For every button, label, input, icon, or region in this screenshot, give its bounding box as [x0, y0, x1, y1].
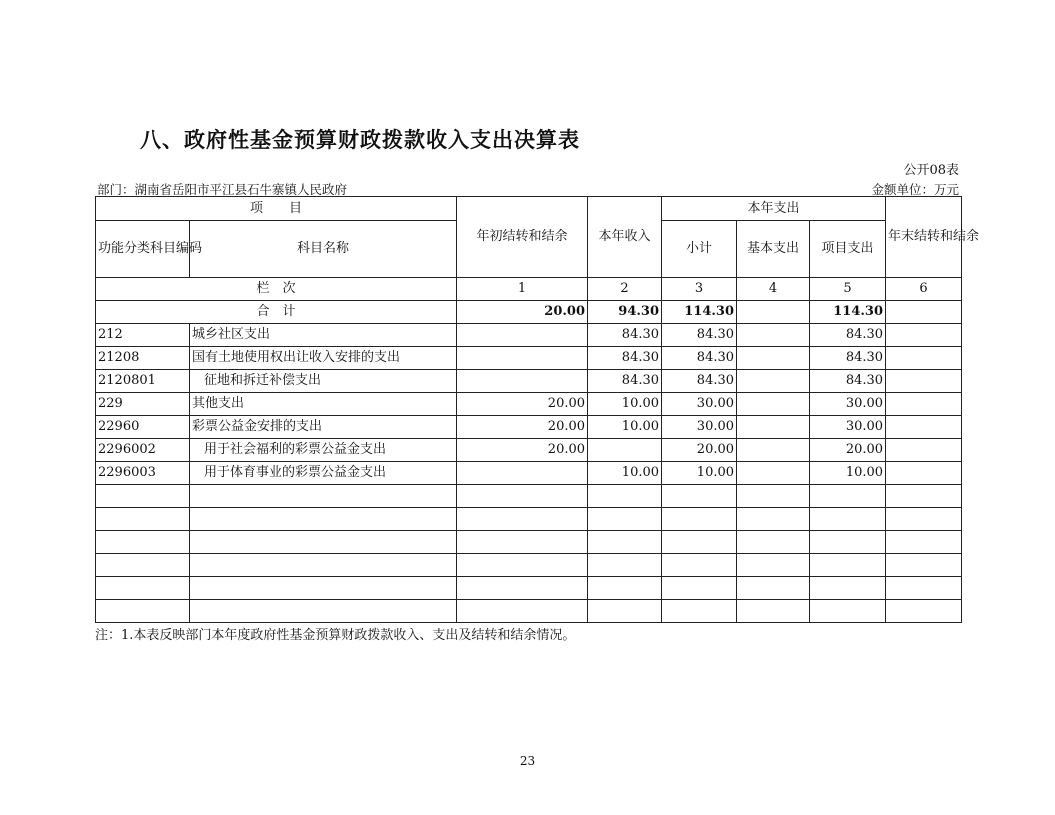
row-income: 10.00	[588, 416, 662, 439]
row-project: 20.00	[810, 439, 886, 462]
form-number: 公开08表	[903, 163, 959, 178]
table-row	[96, 439, 962, 462]
col-num-3: 3	[662, 278, 737, 301]
row-income	[588, 439, 662, 462]
row-begin	[457, 324, 588, 347]
row-end	[886, 324, 962, 347]
table-row	[96, 347, 962, 370]
header-basic: 基本支出	[737, 221, 810, 278]
row-end	[886, 370, 962, 393]
row-name: 其他支出	[190, 393, 457, 416]
empty-row	[96, 531, 962, 554]
col-num-6: 6	[886, 278, 962, 301]
row-project: 30.00	[810, 416, 886, 439]
budget-table	[95, 196, 980, 623]
row-end	[886, 393, 962, 416]
row-name: 国有土地使用权出让收入安排的支出	[190, 347, 457, 370]
total-begin: 20.00	[457, 301, 588, 324]
row-code: 212	[96, 324, 190, 347]
table-row	[96, 393, 962, 416]
row-project: 10.00	[810, 462, 886, 485]
row-name: 用于体育事业的彩票公益金支出	[190, 462, 457, 485]
total-label: 合 计	[96, 301, 457, 324]
row-subtotal: 30.00	[662, 416, 737, 439]
header-expense-group: 本年支出	[662, 197, 886, 221]
table-row	[96, 416, 962, 439]
total-end	[886, 301, 962, 324]
col-label: 栏 次	[96, 278, 457, 301]
row-subtotal: 84.30	[662, 370, 737, 393]
row-begin: 20.00	[457, 393, 588, 416]
department-label: 部门：湖南省岳阳市平江县石牛寨镇人民政府	[97, 182, 348, 197]
row-subtotal: 30.00	[662, 393, 737, 416]
row-begin: 20.00	[457, 439, 588, 462]
row-basic	[737, 416, 810, 439]
col-num-4: 4	[737, 278, 810, 301]
total-basic	[737, 301, 810, 324]
header-code: 功能分类科目编码	[96, 221, 190, 278]
row-begin	[457, 347, 588, 370]
row-income: 10.00	[588, 393, 662, 416]
row-income: 10.00	[588, 462, 662, 485]
col-num-5: 5	[810, 278, 886, 301]
empty-row	[96, 485, 962, 508]
row-income: 84.30	[588, 347, 662, 370]
row-project: 30.00	[810, 393, 886, 416]
row-code: 22960	[96, 416, 190, 439]
row-begin	[457, 370, 588, 393]
row-code: 229	[96, 393, 190, 416]
header-name: 科目名称	[190, 221, 457, 278]
total-project: 114.30	[810, 301, 886, 324]
empty-row	[96, 508, 962, 531]
header-item: 项 目	[96, 197, 457, 221]
row-begin	[457, 462, 588, 485]
row-code: 21208	[96, 347, 190, 370]
row-project: 84.30	[810, 347, 886, 370]
row-end	[886, 439, 962, 462]
row-basic	[737, 462, 810, 485]
row-name: 征地和拆迁补偿支出	[190, 370, 457, 393]
row-subtotal: 84.30	[662, 347, 737, 370]
row-code: 2296003	[96, 462, 190, 485]
header-begin-balance: 年初结转和结余	[457, 197, 588, 278]
row-project: 84.30	[810, 324, 886, 347]
row-basic	[737, 370, 810, 393]
row-basic	[737, 439, 810, 462]
header-project: 项目支出	[810, 221, 886, 278]
header-income: 本年收入	[588, 197, 662, 278]
row-subtotal: 84.30	[662, 324, 737, 347]
header-end-balance: 年末结转和结余	[886, 197, 962, 278]
table-row	[96, 462, 962, 485]
row-end	[886, 347, 962, 370]
unit-label: 金额单位：万元	[871, 182, 959, 197]
row-basic	[737, 324, 810, 347]
col-num-1: 1	[457, 278, 588, 301]
table-row	[96, 324, 962, 347]
header-subtotal: 小计	[662, 221, 737, 278]
table-row	[96, 370, 962, 393]
total-subtotal: 114.30	[662, 301, 737, 324]
page-title: 八、政府性基金预算财政拨款收入支出决算表	[140, 128, 580, 152]
row-end	[886, 462, 962, 485]
row-subtotal: 10.00	[662, 462, 737, 485]
page-number: 23	[519, 754, 536, 768]
total-income: 94.30	[588, 301, 662, 324]
total-row	[96, 301, 962, 324]
row-income: 84.30	[588, 324, 662, 347]
table-note: 注：1.本表反映部门本年度政府性基金预算财政拨款收入、支出及结转和结余情况。	[95, 628, 576, 643]
row-end	[886, 416, 962, 439]
row-income: 84.30	[588, 370, 662, 393]
empty-row	[96, 554, 962, 577]
row-basic	[737, 393, 810, 416]
row-code: 2296002	[96, 439, 190, 462]
row-basic	[737, 347, 810, 370]
row-begin: 20.00	[457, 416, 588, 439]
empty-row	[96, 577, 962, 600]
row-code: 2120801	[96, 370, 190, 393]
col-num-2: 2	[588, 278, 662, 301]
row-project: 84.30	[810, 370, 886, 393]
row-subtotal: 20.00	[662, 439, 737, 462]
row-name: 彩票公益金安排的支出	[190, 416, 457, 439]
empty-row	[96, 600, 962, 623]
row-name: 城乡社区支出	[190, 324, 457, 347]
row-name: 用于社会福利的彩票公益金支出	[190, 439, 457, 462]
